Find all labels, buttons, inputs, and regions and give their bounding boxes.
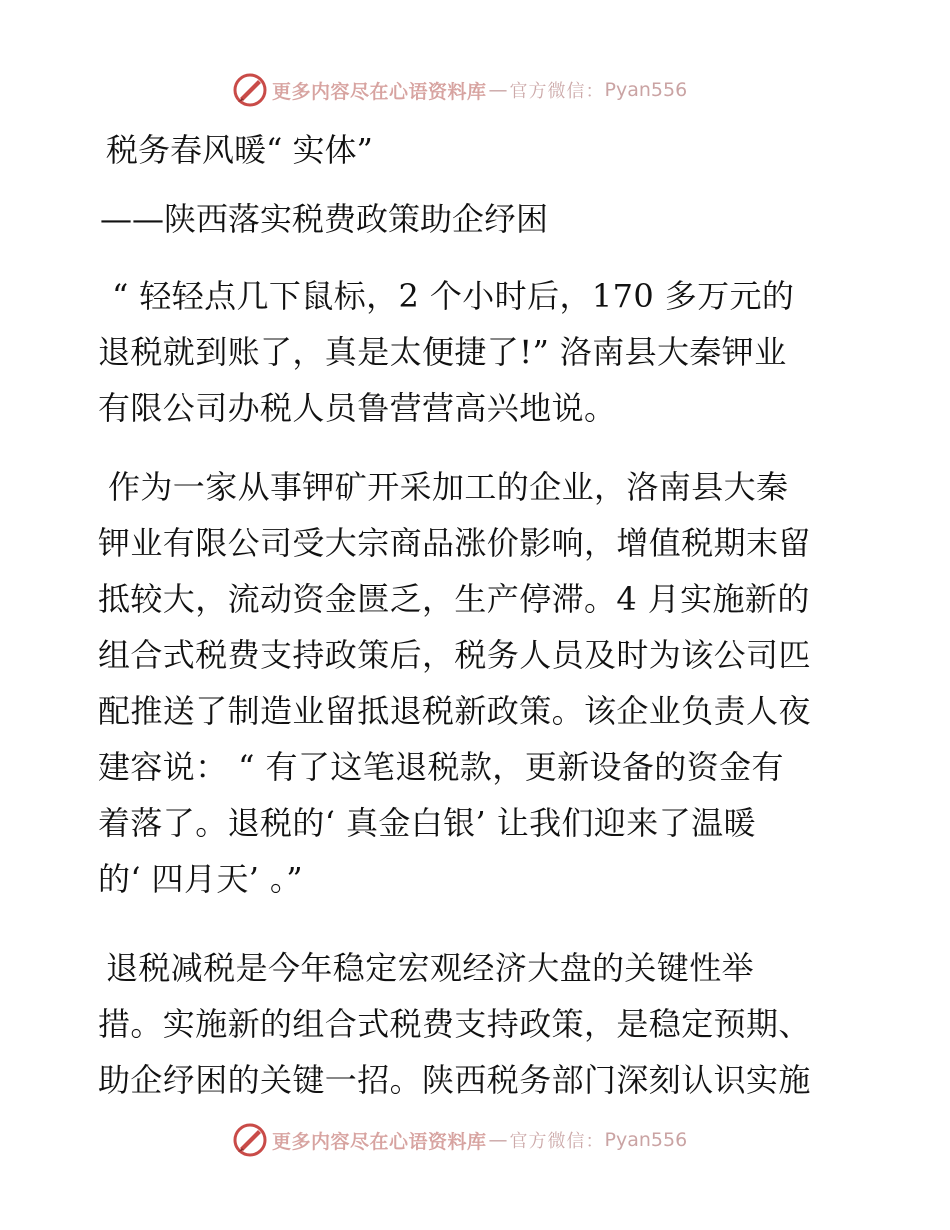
paragraph-line: 组合式税费支持政策后，税务人员及时为该公司匹 — [98, 636, 811, 674]
paragraph-line: 退税减税是今年稳定宏观经济大盘的关键性举 — [106, 949, 755, 987]
watermark-banner-bottom — [232, 1120, 687, 1160]
paragraph-line: 措。实施新的组合式税费支持政策，是稳定预期、 — [98, 1005, 811, 1043]
document-subtitle: ——陕西落实税费政策助企纾困 — [100, 200, 549, 238]
paragraph-line: 配推送了制造业留抵退税新政策。该企业负责人夜 — [98, 692, 811, 730]
banner-wechat-label: 官方微信： — [509, 1131, 605, 1152]
paragraph-line: 退税就到账了，真是太便捷了!” 洛南县大秦钾业 — [98, 333, 787, 371]
quill-logo-icon — [232, 72, 268, 108]
paragraph-line: 抵较大，流动资金匮乏，生产停滞。4 月实施新的 — [98, 580, 810, 618]
paragraph — [98, 459, 858, 907]
banner-separator: — — [488, 1129, 508, 1151]
paragraph-line: 的‘ 四月天’ 。” — [98, 860, 304, 898]
paragraph — [98, 268, 858, 436]
paragraph-line: “ 轻轻点几下鼠标，2 个小时后，170 多万元的 — [112, 277, 795, 315]
banner-wechat-id: Pyan556 — [604, 1129, 688, 1151]
banner-text: 更多内容尽在心语资料库 — [272, 1130, 487, 1153]
paragraph-line: 有限公司办税人员鲁营营高兴地说。 — [98, 389, 617, 427]
paragraph-line: 建容说： “ 有了这笔退税款，更新设备的资金有 — [98, 748, 784, 786]
paragraph — [98, 940, 858, 1108]
banner-separator: — — [488, 79, 508, 101]
paragraph-line: 助企纾困的关键一招。陕西税务部门深刻认识实施 — [98, 1061, 811, 1099]
banner-wechat-label: 官方微信： — [509, 81, 605, 102]
banner-wechat-id: Pyan556 — [604, 79, 688, 101]
banner-text: 更多内容尽在心语资料库 — [272, 80, 487, 103]
paragraph-line: 着落了。退税的‘ 真金白银’ 让我们迎来了温暖 — [98, 804, 756, 842]
quill-logo-icon — [232, 1122, 268, 1158]
document-title: 税务春风暖“ 实体” — [106, 131, 373, 169]
paragraph-line: 钾业有限公司受大宗商品涨价影响，增值税期末留 — [98, 524, 811, 562]
paragraph-line: 作为一家从事钾矿开采加工的企业，洛南县大秦 — [108, 468, 789, 506]
watermark-banner-top — [232, 70, 687, 110]
